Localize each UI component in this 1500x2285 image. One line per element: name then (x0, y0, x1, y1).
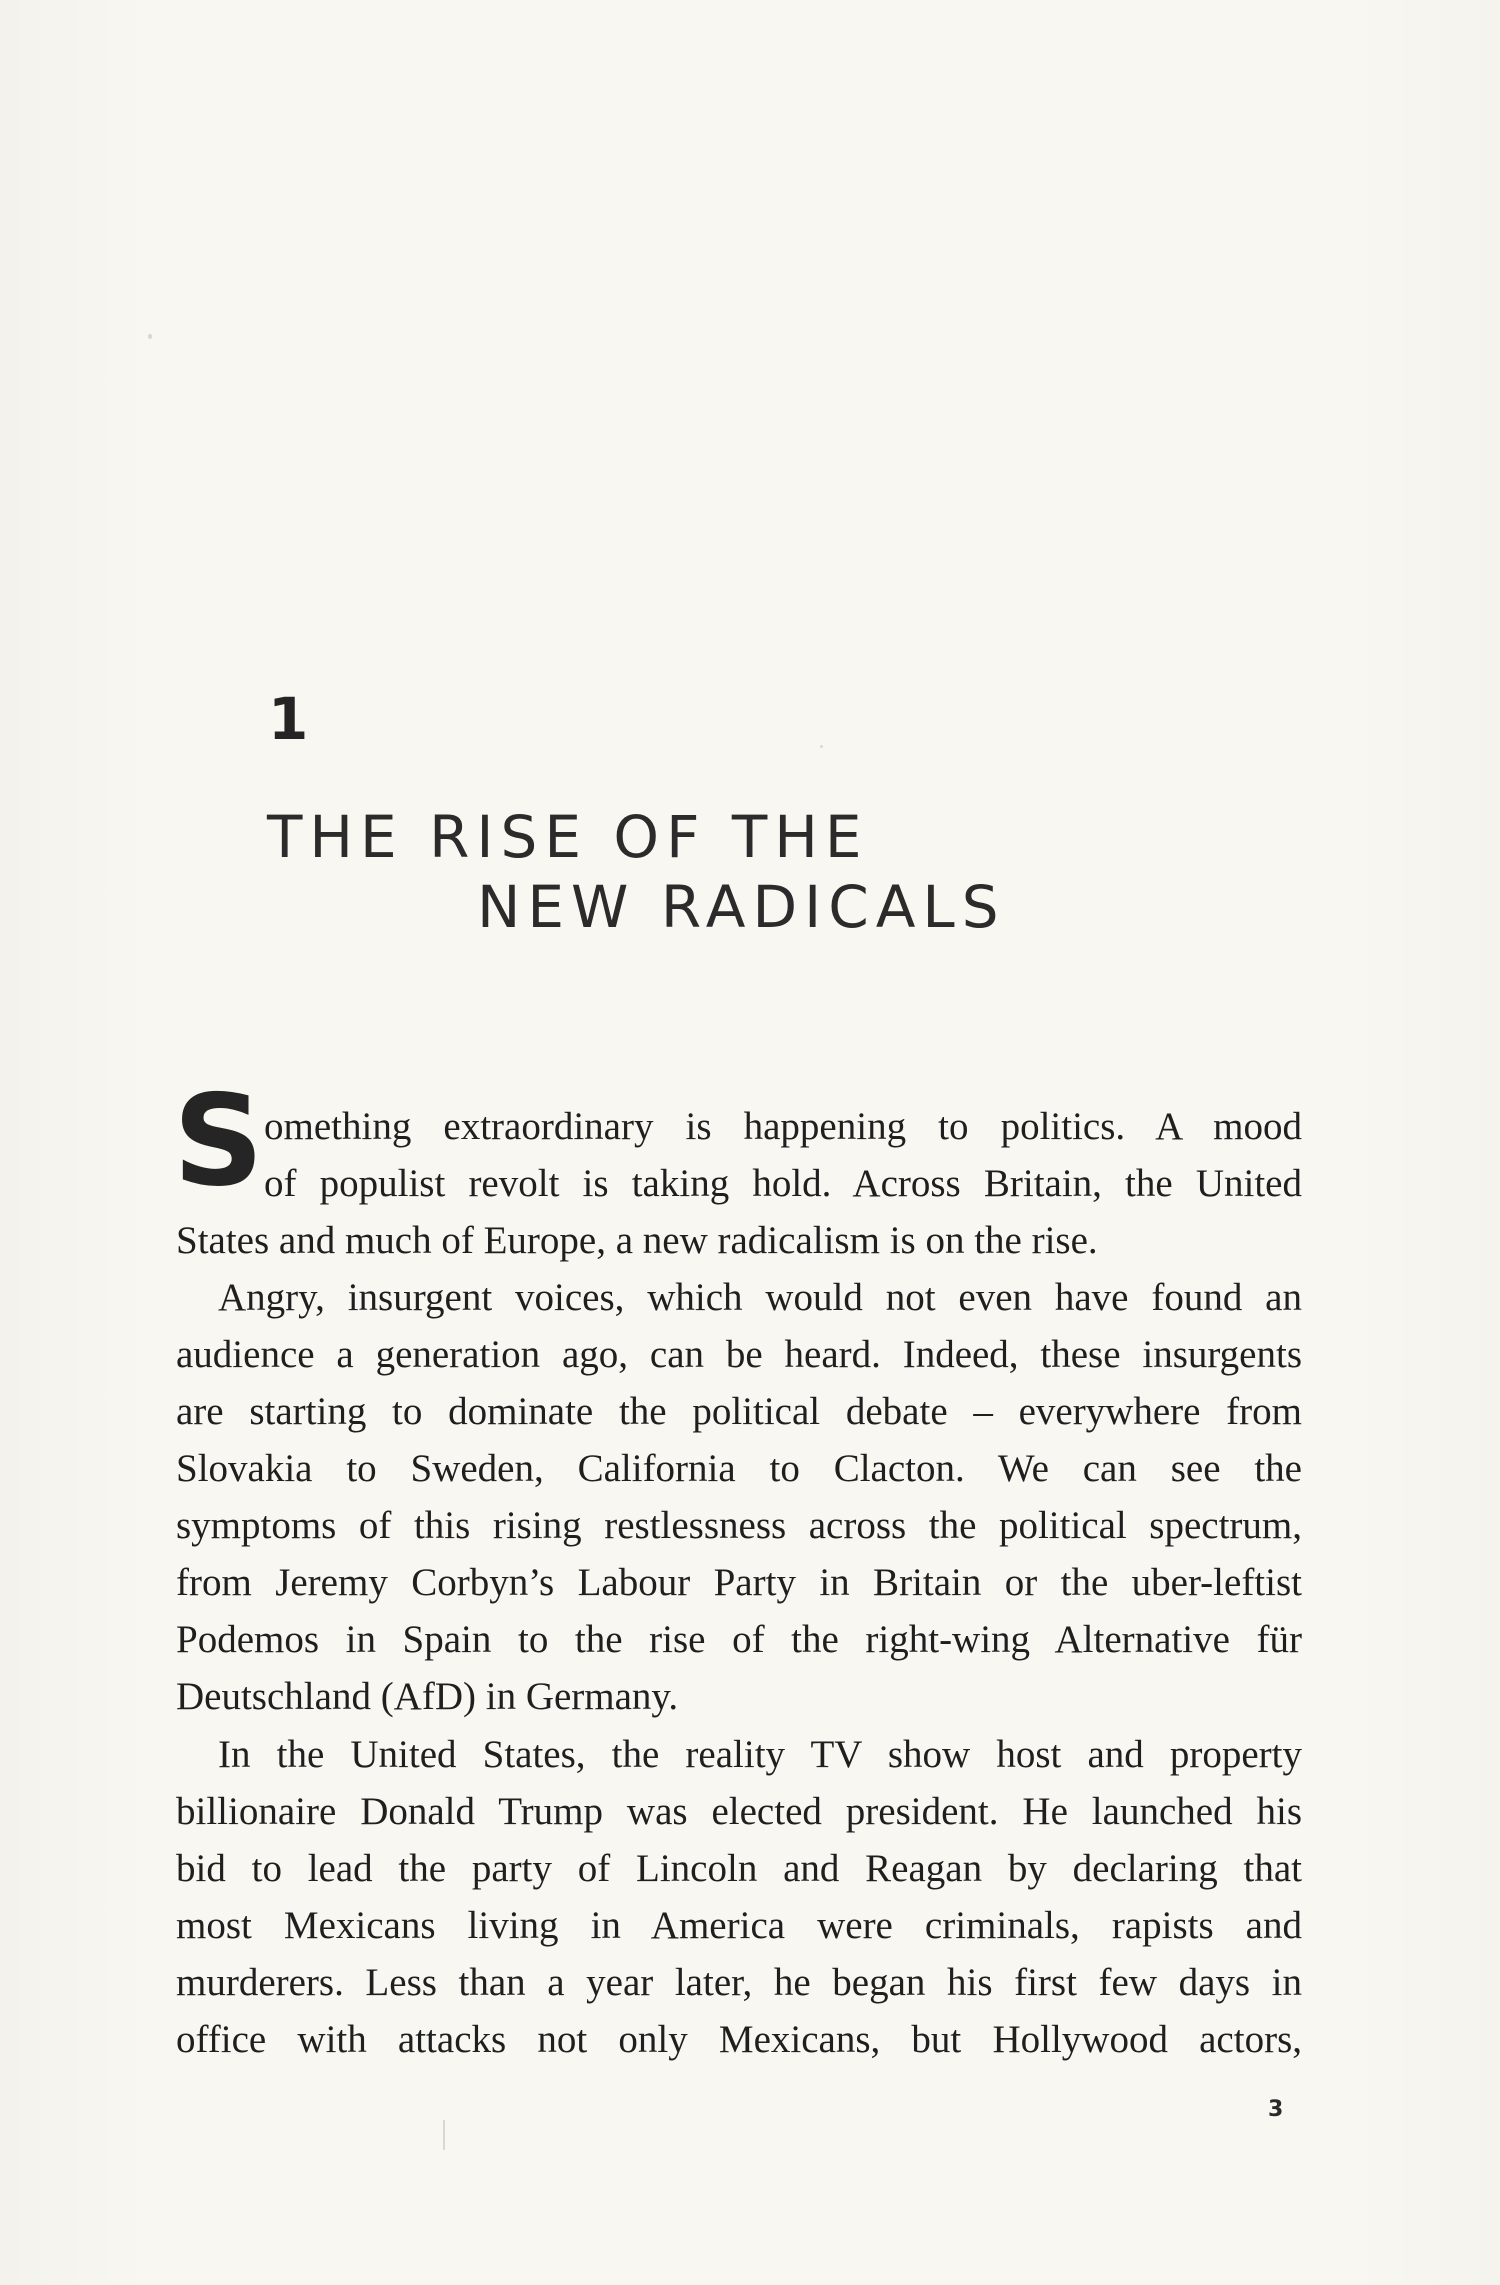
paragraph-line: are starting to dominate the political debate – everywhere from (176, 1390, 1302, 1433)
chapter-title-line-1: THE RISE OF THE (267, 803, 869, 871)
paragraph-line: office with attacks not only Mexicans, but Hollywood actors, (176, 2018, 1302, 2061)
chapter-title-line-2: NEW RADICALS (477, 873, 1006, 941)
paragraph-3 (176, 1726, 1302, 2068)
paragraph-line: In the United States, the reality TV show host and property (218, 1733, 1302, 1776)
paragraph-line: of populist revolt is taking hold. Across Britain, the United (264, 1162, 1302, 1205)
paragraph-line: Slovakia to Sweden, California to Clacton. We can see the (176, 1447, 1302, 1490)
paragraph-line: omething extraordinary is happening to politics. A mood (264, 1105, 1302, 1148)
paragraph-line: murderers. Less than a year later, he began his first few days in (176, 1961, 1302, 2004)
chapter-number: 1 (268, 685, 309, 753)
paragraph-line: symptoms of this rising restlessness across the political spectrum, (176, 1504, 1302, 1547)
paragraph-2 (176, 1269, 1302, 1725)
paper-speck (148, 334, 152, 339)
paragraph-line: Angry, insurgent voices, which would not even have found an (218, 1276, 1302, 1319)
page-number: 3 (1268, 2097, 1284, 2122)
paragraph-line: from Jeremy Corbyn’s Labour Party in Britain or the uber-leftist (176, 1561, 1302, 1604)
paragraph-line: Deutschland (AfD) in Germany. (176, 1675, 679, 1718)
paragraph-1 (176, 1098, 1302, 1269)
paragraph-line: billionaire Donald Trump was elected president. He launched his (176, 1790, 1302, 1833)
paper-speck (820, 745, 823, 748)
paragraph-line: States and much of Europe, a new radicalism is on the rise. (176, 1219, 1098, 1262)
paragraph-line: bid to lead the party of Lincoln and Reagan by declaring that (176, 1847, 1302, 1890)
paragraph-line: audience a generation ago, can be heard. Indeed, these insurgents (176, 1333, 1302, 1376)
paper-speck (443, 2120, 445, 2150)
paragraph-line: Podemos in Spain to the rise of the right-wing Alternative für (176, 1618, 1302, 1661)
paragraph-line: most Mexicans living in America were criminals, rapists and (176, 1904, 1302, 1947)
drop-cap: S (173, 1067, 264, 1214)
